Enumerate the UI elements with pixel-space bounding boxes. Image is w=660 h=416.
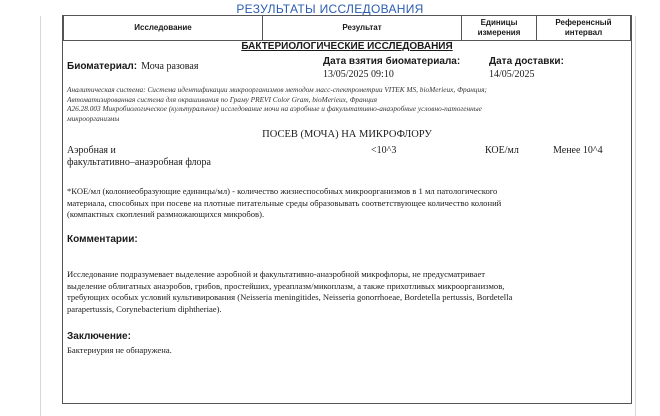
test-name: ПОСЕВ (МОЧА) НА МИКРОФЛОРУ xyxy=(262,129,432,140)
section-title: БАКТЕРИОЛОГИЧЕСКИЕ ИССЛЕДОВАНИЯ xyxy=(241,41,453,52)
header-study: Исследование xyxy=(64,16,263,41)
result-units: КОЕ/мл xyxy=(485,145,519,156)
page-title: РЕЗУЛЬТАТЫ ИССЛЕДОВАНИЯ xyxy=(236,2,424,16)
collection-date-label: Дата взятия биоматериала: xyxy=(323,56,461,67)
collection-date-value: 13/05/2025 09:10 xyxy=(323,69,394,80)
comments-text xyxy=(67,269,627,315)
header-reference: Референсный интервал xyxy=(537,16,631,41)
conclusion-label: Заключение: xyxy=(67,331,131,342)
biomaterial-field xyxy=(67,56,198,74)
footnote-line: материала, способных при посеве на плотные питательные среды образовывать соответствующее количество колоний xyxy=(67,197,502,208)
delivery-date-label: Дата доставки: xyxy=(489,56,564,67)
comment-line: Исследование подразумевает выделение аэробной и факультативно-анаэробной микрофлоры, не предусматривает xyxy=(67,269,486,279)
methods-line: Автоматизированная система для окрашивания по Граму PREVI Color Gram, bioMerieux, Франция xyxy=(67,94,378,104)
delivery-date-value: 14/05/2025 xyxy=(489,69,535,80)
right-margin-line xyxy=(635,16,636,416)
header-units: Единицы измерения xyxy=(462,16,537,41)
result-value: <10^3 xyxy=(371,145,397,156)
biomaterial-value: Моча разовая xyxy=(141,61,199,72)
footnote-line: *КОЕ/мл (колониеобразующие единицы/мл) - количество жизнеспособных микроорганизмов в 1 мл патологического xyxy=(67,186,498,196)
biomaterial-label: Биоматериал: xyxy=(67,61,138,72)
analytical-methods xyxy=(67,85,627,123)
comment-line: parapertussis, Corynebacterium diphtheriae). xyxy=(67,303,222,314)
left-margin-line xyxy=(40,16,41,416)
methods-line: Аналитическая система: Система идентификации микроорганизмов методом масс-спектрометрии VITEK MS, bioMerieux, Франция; xyxy=(67,85,487,94)
result-row-name xyxy=(67,145,211,169)
conclusion-text: Бактериурия не обнаружена. xyxy=(67,345,172,355)
results-table-header xyxy=(63,15,631,41)
result-reference: Менее 10^4 xyxy=(553,145,603,156)
methods-line: A26.28.003 Микробиологическое (культуральное) исследование мочи на аэробные и факультативно-анаэробные условно-патогенные xyxy=(67,104,482,113)
footnote-line: (компактных скоплений размножающихся микробов). xyxy=(67,209,265,219)
header-result: Результат xyxy=(263,16,462,41)
methods-line: микроорганизмы xyxy=(67,113,120,123)
comment-line: выделение облигатных анаэробов, грибов, простейших, уреаплазм/микоплазм, а также прихотливых микроорганизмов, xyxy=(67,280,505,291)
result-name-line: факультативно–анаэробная флора xyxy=(67,157,211,168)
comment-line: требующих особых условий культивирования (Neisseria meningitides, Neisseria gonorrhoeae, Bordetella pertussis, Bordetella xyxy=(67,292,513,302)
cfu-footnote xyxy=(67,186,622,221)
report-document xyxy=(62,15,632,404)
result-name-line: Аэробная и xyxy=(67,145,116,156)
comments-label: Комментарии: xyxy=(67,234,138,245)
